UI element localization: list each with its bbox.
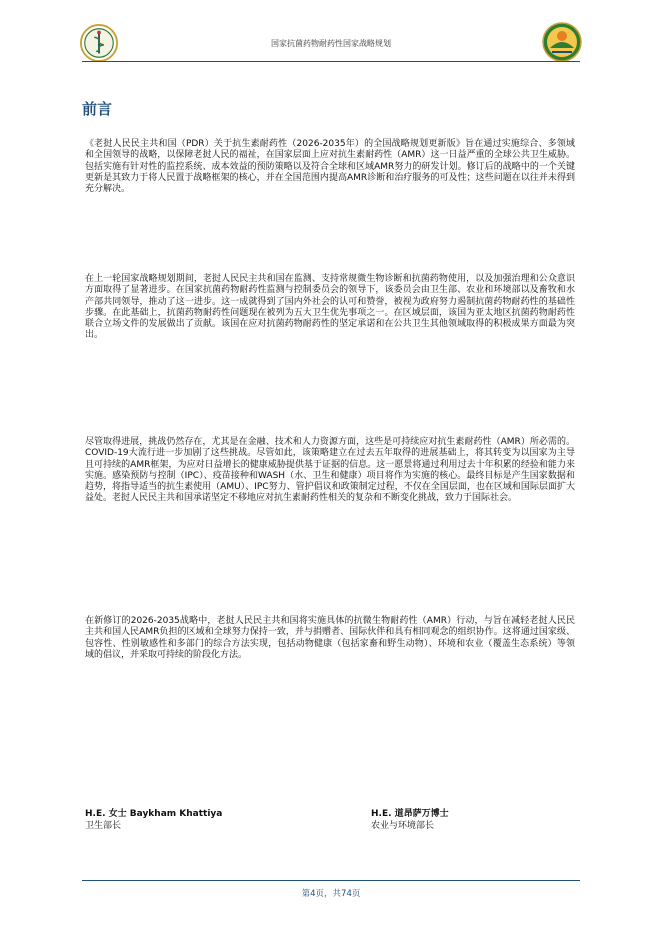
signatory-title: 卫生部长 (85, 821, 122, 831)
signatory-name: H.E. 道昂萨万博士 (371, 809, 449, 819)
header-divider (82, 61, 580, 62)
signatory-name: H.E. 女士 Baykham Khattiya (85, 809, 223, 819)
page-number: 第4页，共74页 (301, 889, 361, 899)
signatory-title: 农业与环境部长 (371, 821, 435, 831)
header-title: 国家抗菌药物耐药性国家战略规划 (271, 39, 391, 48)
page-header (0, 0, 662, 70)
signature-block-agriculture-minister (371, 808, 449, 832)
footer-divider (82, 880, 580, 881)
body-paragraph: 尽管取得进展，挑战仍然存在，尤其是在金融、技术和人力资源方面，这些是可持续应对抗生素耐药性（AMR）所必需的。COVID-19大流行进一步加剧了这些挑战。尽管如此，该策略建立在过去五年取得的进展基础上，将其转变为以国家为主导且可持续的AMR框架，为应对日益增长的健康威胁提供基于证据的信息。这一愿景将通过利用过去十年积累的经验和能力来实施。感染预防与控制（IPC）、疫苗接种和WASH（水、卫生和健康）项目将作为实施的核心。最终目标是产生国家数据和趋势，将指导适当的抗生素使用（AMU）、IPC努力、管护倡议和政策制定过程，不仅在全国层面，也在区域和国际层面扩大益处。老挝人民民主共和国承诺坚定不移地应对抗生素耐药性相关的复杂和不断变化挑战，致力于国际社会。 (85, 437, 575, 504)
page-title: 前言 (82, 100, 113, 118)
ministry-of-agriculture-emblem-icon (542, 22, 582, 62)
body-paragraph: 在新修订的2026-2035战略中，老挝人民民主共和国将实施具体的抗微生物耐药性（AMR）行动，与旨在减轻老挝人民民主共和国人民AMR负担的区域和全球努力保持一致，并与捐赠者、国际伙伴和具有相同观念的组织协作。这将通过国家级、包容性、性别敏感性和多部门的综合方法实现，包括动物健康（包括家畜和野生动物）、环境和农业（覆盖生态系统）等领域的倡议，并采取可持续的阶段化方法。 (85, 616, 575, 660)
body-paragraph: 《老挝人民民主共和国（PDR）关于抗生素耐药性（2026-2035年）的全国战略规划更新版》旨在通过实施综合、多领域和全国领导的战略，以保障老挝人民的福祉，在国家层面上应对抗生素耐药性（AMR）这一日益严重的全球公共卫生威胁。包括实施有针对性的监控系统、成本效益的预防策略以及符合全球和区域AMR努力的研发计划。修订后的战略中的一个关键更新是其致力于将人民置于战略框架的核心，并在全国范围内提高AMR诊断和治疗服务的可及性；这些问题在以往并未得到充分解决。 (85, 139, 575, 195)
signature-block-health-minister (85, 808, 222, 832)
body-paragraph: 在上一轮国家战略规划期间，老挝人民民主共和国在监测、支持常规微生物诊断和抗菌药物使用，以及加强治理和公众意识方面取得了显著进步。在国家抗菌药物耐药性监测与控制委员会的领导下，该委员会由卫生部、农业和环境部以及畜牧和水产部共同领导，推动了这一进步。这一成就得到了国内外社会的认可和赞誉，被视为政府努力遏制抗菌药物耐药性的基础性步骤。在此基础上，抗菌药物耐药性问题现在被列为五大卫生优先事项之一。在区域层面，该国为亚太地区抗菌药物耐药性联合立场文件的发展做出了贡献。该国在应对抗菌药物耐药性的坚定承诺和在公共卫生其他领域取得的积极成果方面最为突出。 (85, 274, 575, 341)
